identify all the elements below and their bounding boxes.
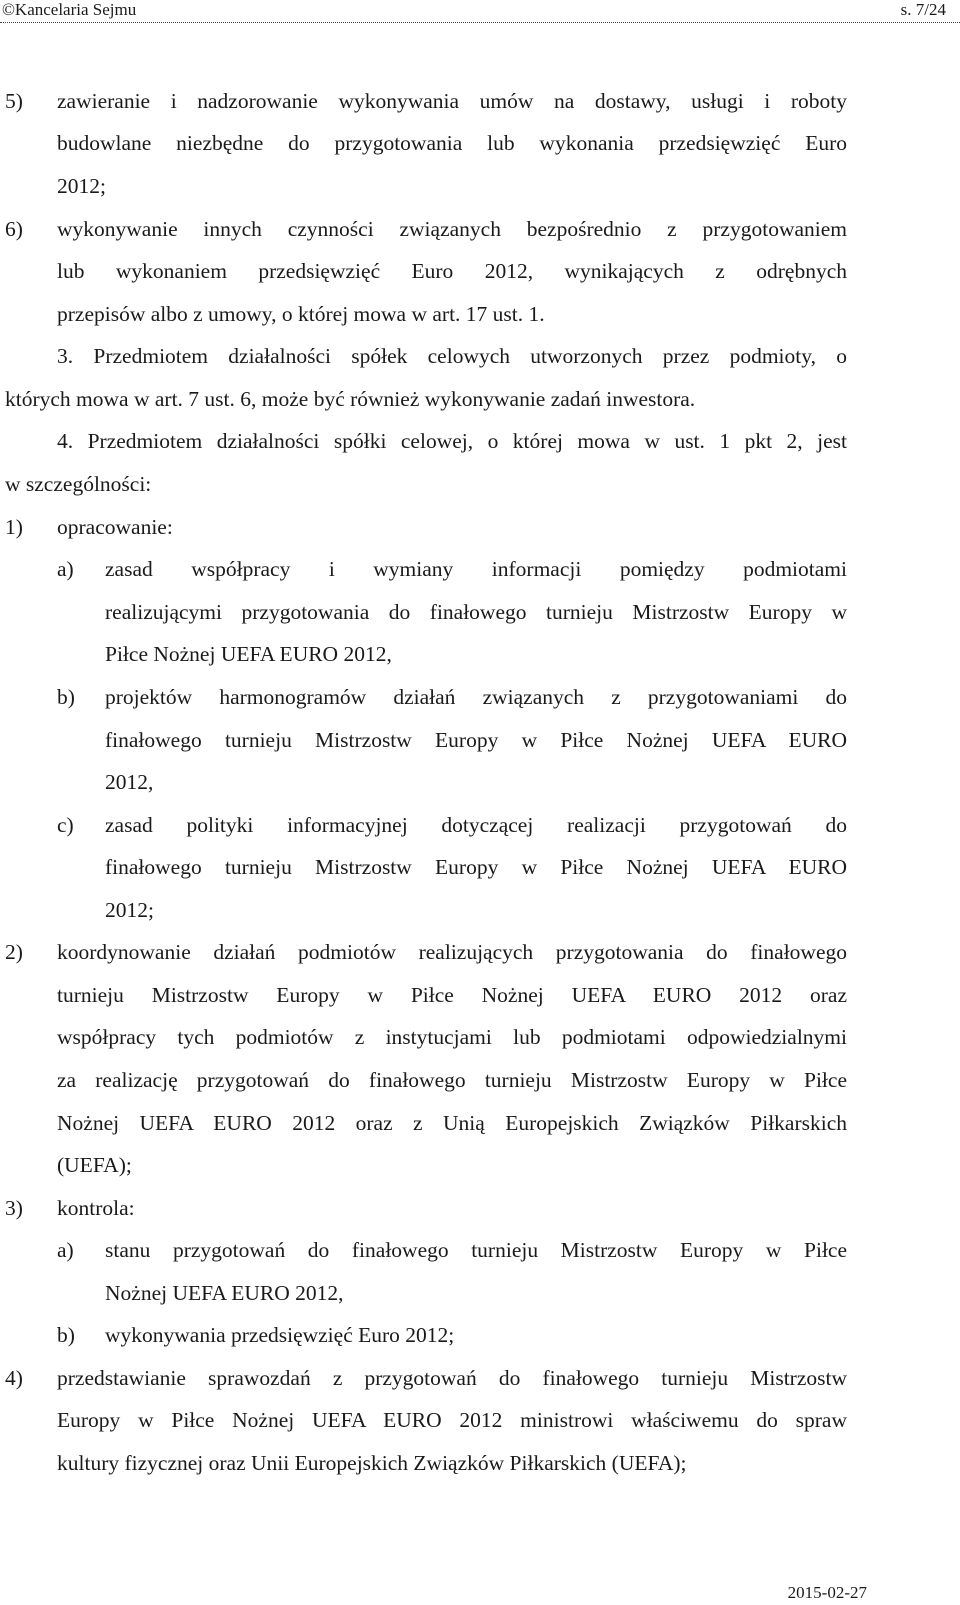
list-number: 5) [5, 89, 23, 113]
sub-list-letter: b) [57, 1323, 75, 1347]
sub-list-letter: a) [57, 557, 74, 581]
text-line: turnieju Mistrzostw Europy w Piłce Nożnej UEFA EURO 2012 oraz [57, 983, 847, 1007]
text-line: Europy w Piłce Nożnej UEFA EURO 2012 ministrowi właściwemu do spraw [57, 1408, 847, 1432]
text-line: Piłce Nożnej UEFA EURO 2012, [105, 642, 392, 666]
list-number: 3) [5, 1196, 23, 1220]
list-number: 6) [5, 217, 23, 241]
list-number: 4) [5, 1366, 23, 1390]
text-line: (UEFA); [57, 1153, 132, 1177]
text-line: 2012, [105, 770, 154, 794]
text-line: budowlane niezbędne do przygotowania lub wykonania przedsięwzięć Euro [57, 131, 847, 155]
text-line: wykonywania przedsięwzięć Euro 2012; [105, 1323, 455, 1347]
text-line: finałowego turnieju Mistrzostw Europy w Piłce Nożnej UEFA EURO [105, 728, 847, 752]
text-line: przedstawianie sprawozdań z przygotowań do finałowego turnieju Mistrzostw [57, 1366, 847, 1390]
text-line: 2012; [105, 898, 154, 922]
footer-date: 2015-02-27 [787, 1583, 867, 1602]
text-line: lub wykonaniem przedsięwzięć Euro 2012, wynikających z odrębnych [57, 259, 847, 283]
text-line: finałowego turnieju Mistrzostw Europy w Piłce Nożnej UEFA EURO [105, 855, 847, 879]
sub-list-letter: a) [57, 1238, 74, 1262]
text-line: współpracy tych podmiotów z instytucjami lub podmiotami odpowiedzialnymi [57, 1025, 847, 1049]
text-line: których mowa w art. 7 ust. 6, może być również wykonywanie zadań inwestora. [5, 387, 696, 411]
text-line: zasad polityki informacyjnej dotyczącej realizacji przygotowań do [105, 813, 847, 837]
text-line: realizującymi przygotowania do finałowego turnieju Mistrzostw Europy w [105, 600, 847, 624]
text-line: stanu przygotowań do finałowego turnieju Mistrzostw Europy w Piłce [105, 1238, 847, 1262]
sub-list-letter: b) [57, 685, 75, 709]
text-line: kultury fizycznej oraz Unii Europejskich Związków Piłkarskich (UEFA); [57, 1451, 687, 1475]
text-line: przepisów albo z umowy, o której mowa w art. 17 ust. 1. [57, 302, 545, 326]
text-line: koordynowanie działań podmiotów realizujących przygotowania do finałowego [57, 940, 847, 964]
text-line: Nożnej UEFA EURO 2012 oraz z Unią Europejskich Związków Piłkarskich [57, 1111, 847, 1135]
text-line: 2012; [57, 174, 106, 198]
list-number: 1) [5, 515, 23, 539]
text-line: w szczególności: [5, 472, 152, 496]
header-source: ©Kancelaria Sejmu [2, 0, 137, 19]
text-line: projektów harmonogramów działań związanych z przygotowaniami do [105, 685, 847, 709]
text-line: zasad współpracy i wymiany informacji pomiędzy podmiotami [105, 557, 847, 581]
header-page-number: s. 7/24 [900, 0, 946, 19]
list-number: 2) [5, 940, 23, 964]
header-divider [0, 22, 960, 23]
text-line: wykonywanie innych czynności związanych bezpośrednio z przygotowaniem [57, 217, 847, 241]
page-header [0, 0, 960, 24]
text-line: 4. Przedmiotem działalności spółki celowej, o której mowa w ust. 1 pkt 2, jest [57, 429, 847, 453]
text-line: zawieranie i nadzorowanie wykonywania umów na dostawy, usługi i roboty [57, 89, 847, 113]
text-line: kontrola: [57, 1196, 135, 1220]
sub-list-letter: c) [57, 813, 74, 837]
text-line: za realizację przygotowań do finałowego turnieju Mistrzostw Europy w Piłce [57, 1068, 847, 1092]
text-line: 3. Przedmiotem działalności spółek celowych utworzonych przez podmioty, o [57, 344, 847, 368]
text-line: opracowanie: [57, 515, 173, 539]
text-line: Nożnej UEFA EURO 2012, [105, 1281, 344, 1305]
